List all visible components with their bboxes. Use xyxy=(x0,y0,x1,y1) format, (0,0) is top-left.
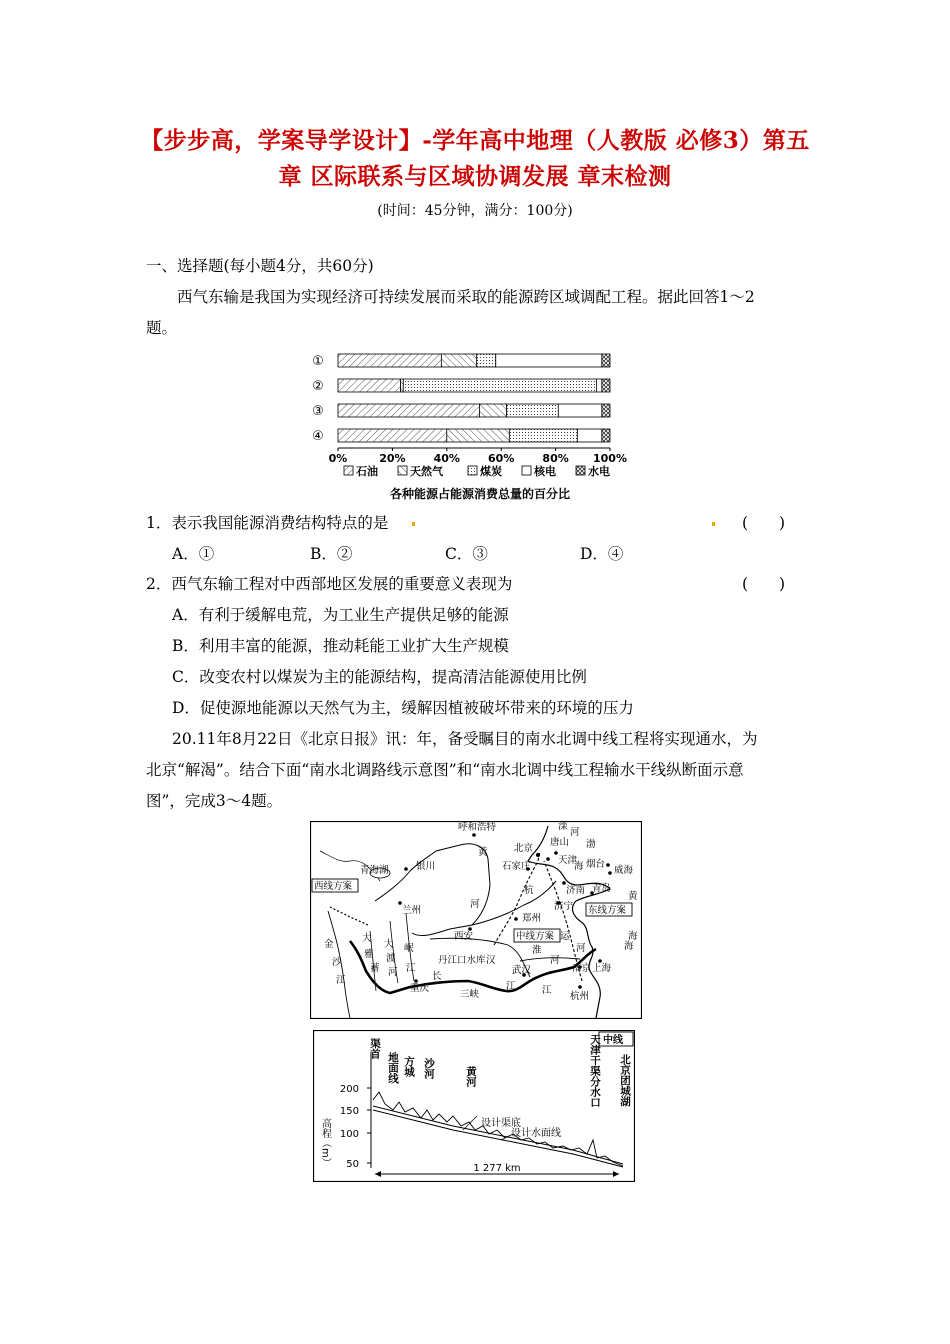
label-bo: 渤 xyxy=(586,839,596,850)
label-he: 河 xyxy=(470,899,480,910)
label-shanghai: 上海 xyxy=(592,963,612,974)
legend-label-核电: 核电 xyxy=(534,465,556,478)
q2-option-d: D．促使源地能源以天然气为主，缓解因植被破坏带来的环境的压力 xyxy=(172,699,634,717)
legend-label-天然气: 天然气 xyxy=(410,465,443,478)
label-qingdao: 青岛 xyxy=(592,883,612,894)
category-label: ② xyxy=(312,379,324,394)
bar-segment-水电 xyxy=(602,429,610,442)
ytick-200: 200 xyxy=(339,1084,359,1095)
label-danjiangkou: 丹江口水库 xyxy=(438,955,486,966)
passage-line1: 20.11年8月22日《北京日报》讯：年，备受瞩目的南水北调中线工程将实现通水，为 xyxy=(172,730,758,748)
q1-option-b: B．② xyxy=(310,545,353,563)
label-da: 大 xyxy=(362,933,372,944)
bar-segment-天然气 xyxy=(401,379,404,392)
label-jiang2: 江 xyxy=(506,981,516,992)
label-design-water-surface: 设计水面线 xyxy=(511,1128,561,1139)
label-min-jiang: 江 xyxy=(406,963,416,974)
x-tick-label: 0% xyxy=(328,452,348,465)
x-tick-label: 100% xyxy=(593,452,627,465)
category-label: ① xyxy=(312,354,324,369)
q2-option-b: B．利用丰富的能源，推动耗能工业扩大生产规模 xyxy=(172,637,509,655)
bar-segment-煤炭 xyxy=(477,354,496,367)
intro-line2: 题。 xyxy=(146,319,178,337)
distance-label: 1 277 km xyxy=(473,1163,521,1174)
label-middle-route: 中线方案 xyxy=(516,931,555,942)
place-tianjin-ganqu: 天津干渠分水口 xyxy=(589,1034,601,1108)
passage-line3: 图”，完成3～4题。 xyxy=(146,792,283,810)
bar-segment-水电 xyxy=(602,379,610,392)
label-jinan: 济南 xyxy=(566,885,586,896)
label-chang: 长 xyxy=(432,971,442,982)
legend-swatch-石油 xyxy=(344,466,353,475)
intro-line1: 西气东输是我国为实现经济可持续发展而采取的能源跨区域调配工程。据此回答1～2 xyxy=(177,288,755,306)
label-shijiazhuang: 石家庄 xyxy=(502,861,531,872)
label-tianjin: 天津 xyxy=(558,855,578,866)
place-shahe: 沙河 xyxy=(423,1058,435,1079)
label-he4: 河 xyxy=(576,943,586,954)
place-fangcheng: 方城 xyxy=(403,1056,415,1077)
label-du: 渡 xyxy=(386,953,396,964)
label-dadu: 大 xyxy=(384,939,394,950)
label-hai3: 海 xyxy=(628,931,638,942)
q1-option-a: A．① xyxy=(172,545,215,563)
label-luan-he: 河 xyxy=(570,827,580,838)
ytick-150: 150 xyxy=(339,1106,359,1117)
bar-segment-水电 xyxy=(602,404,610,417)
bar-segment-天然气 xyxy=(479,404,506,417)
chart-caption: 各种能源占能源消费总量的百分比 xyxy=(389,487,571,501)
y-axis-label: 高程（m） xyxy=(319,1118,331,1168)
label-he3: 河 xyxy=(550,955,560,966)
bar-segment-核电 xyxy=(558,404,602,417)
label-hai2: 海 xyxy=(624,941,634,952)
document-title-line2: 章 区际联系与区域协调发展 章末检测 xyxy=(278,163,672,190)
label-yantai: 烟台 xyxy=(586,859,606,870)
legend-swatch-水电 xyxy=(576,466,585,475)
label-hang: 杭 xyxy=(524,885,534,896)
legend-swatch-天然气 xyxy=(398,466,407,475)
q1-answer-paren: ( ) xyxy=(742,514,786,532)
label-west-route: 西线方案 xyxy=(314,881,353,892)
label-zhengzhou: 郑州 xyxy=(522,913,542,924)
label-jiang: 江 xyxy=(336,975,346,986)
label-huai: 淮 xyxy=(532,945,542,956)
label-east-route: 东线方案 xyxy=(588,905,627,916)
label-sanxia: 三峡 xyxy=(460,989,480,1000)
label-jiang3: 江 xyxy=(542,985,552,996)
label-beijing: 北京 xyxy=(514,843,534,854)
place-beijing-tuanchenghu: 北京团城湖 xyxy=(619,1054,631,1107)
x-tick-label: 80% xyxy=(542,452,569,465)
q2-stem: 2．西气东输工程对中西部地区发展的重要意义表现为 xyxy=(146,575,513,593)
section-heading: 一、选择题(每小题4分，共60分) xyxy=(146,257,374,275)
label-qinghaihu: 青海湖 xyxy=(360,865,389,876)
label-he2: 河 xyxy=(388,967,398,978)
place-dimianxian: 地面线 xyxy=(387,1052,399,1084)
marker-dot xyxy=(712,522,715,526)
x-tick-label: 60% xyxy=(488,452,515,465)
label-jin: 金 xyxy=(324,939,334,950)
bar-segment-煤炭 xyxy=(507,404,559,417)
q1-option-d: D．④ xyxy=(580,545,624,563)
bar-segment-天然气 xyxy=(441,354,476,367)
label-ya: 雅 xyxy=(364,949,374,960)
label-nanjing: 南京 xyxy=(572,963,592,974)
label-huang2: 黄 xyxy=(628,891,638,902)
q2-option-a: A．有利于缓解电荒，为工业生产提供足够的能源 xyxy=(172,606,509,624)
exam-time-note: (时间：45分钟，满分：100分) xyxy=(377,203,573,219)
label-huang: 黄 xyxy=(478,847,488,858)
middle-route-profile-diagram xyxy=(313,1030,635,1182)
label-xian: 西安 xyxy=(454,931,474,942)
bar-segment-煤炭 xyxy=(509,429,577,442)
label-yun: 运 xyxy=(560,931,570,942)
ytick-50: 50 xyxy=(346,1159,359,1170)
category-label: ③ xyxy=(312,404,324,419)
label-weihai: 威海 xyxy=(614,865,634,876)
label-jining: 济宁 xyxy=(554,901,574,912)
energy-consumption-chart xyxy=(300,345,650,503)
legend-label-煤炭: 煤炭 xyxy=(480,465,502,478)
bar-segment-石油 xyxy=(338,404,479,417)
q2-answer-paren: ( ) xyxy=(742,575,786,593)
bar-segment-核电 xyxy=(577,429,601,442)
bar-segment-核电 xyxy=(496,354,602,367)
label-hai: 海 xyxy=(574,861,584,872)
legend-label-水电: 水电 xyxy=(588,465,610,478)
legend-label-石油: 石油 xyxy=(356,465,378,478)
x-tick-label: 40% xyxy=(433,452,460,465)
bar-segment-天然气 xyxy=(447,429,510,442)
label-chongqing: 重庆 xyxy=(410,983,430,994)
label-design-channel-bottom: 设计渠底 xyxy=(481,1118,521,1129)
q2-option-c: C．改变农村以煤炭为主的能源结构，提高清洁能源使用比例 xyxy=(172,668,587,686)
passage-line2: 北京“解渴”。结合下面“南水北调路线示意图”和“南水北调中线工程输水干线纵断面示意 xyxy=(146,761,744,779)
place-huanghe: 黄河 xyxy=(465,1066,477,1087)
bar-segment-煤炭 xyxy=(403,379,596,392)
label-yinchuan: 银川 xyxy=(416,861,436,872)
water-diversion-route-map xyxy=(310,821,642,1019)
label-han: 汉 xyxy=(486,955,496,966)
bar-segment-石油 xyxy=(338,429,447,442)
legend-swatch-煤炭 xyxy=(468,466,477,475)
label-wuhan: 武汉 xyxy=(512,965,532,976)
label-lanzhou: 兰州 xyxy=(402,905,422,916)
bar-segment-石油 xyxy=(338,379,401,392)
label-lan: 蓄 xyxy=(370,963,380,974)
label-min: 岷 xyxy=(404,943,414,954)
q1-option-c: C．③ xyxy=(445,545,488,563)
legend-swatch-核电 xyxy=(522,466,531,475)
label-luan: 滦 xyxy=(558,821,568,832)
ytick-100: 100 xyxy=(339,1129,359,1140)
document-title-line1: 【步步高，学案导学设计】-学年高中地理（人教版 必修3）第五 xyxy=(140,127,810,154)
category-label: ④ xyxy=(312,429,324,444)
label-huhehaote: 呼和浩特 xyxy=(458,822,497,833)
profile-tag: 中线 xyxy=(603,1035,623,1046)
label-tangshan: 唐山 xyxy=(550,837,570,848)
label-sha: 沙 xyxy=(332,957,342,968)
place-qushou: 渠首 xyxy=(369,1038,381,1059)
x-tick-label: 20% xyxy=(379,452,406,465)
marker-dot xyxy=(412,522,415,526)
bar-segment-核电 xyxy=(596,379,601,392)
q1-stem: 1．表示我国能源消费结构特点的是 xyxy=(146,514,389,532)
bar-segment-水电 xyxy=(602,354,610,367)
bar-segment-石油 xyxy=(338,354,441,367)
label-hangzhou: 杭州 xyxy=(570,991,590,1002)
